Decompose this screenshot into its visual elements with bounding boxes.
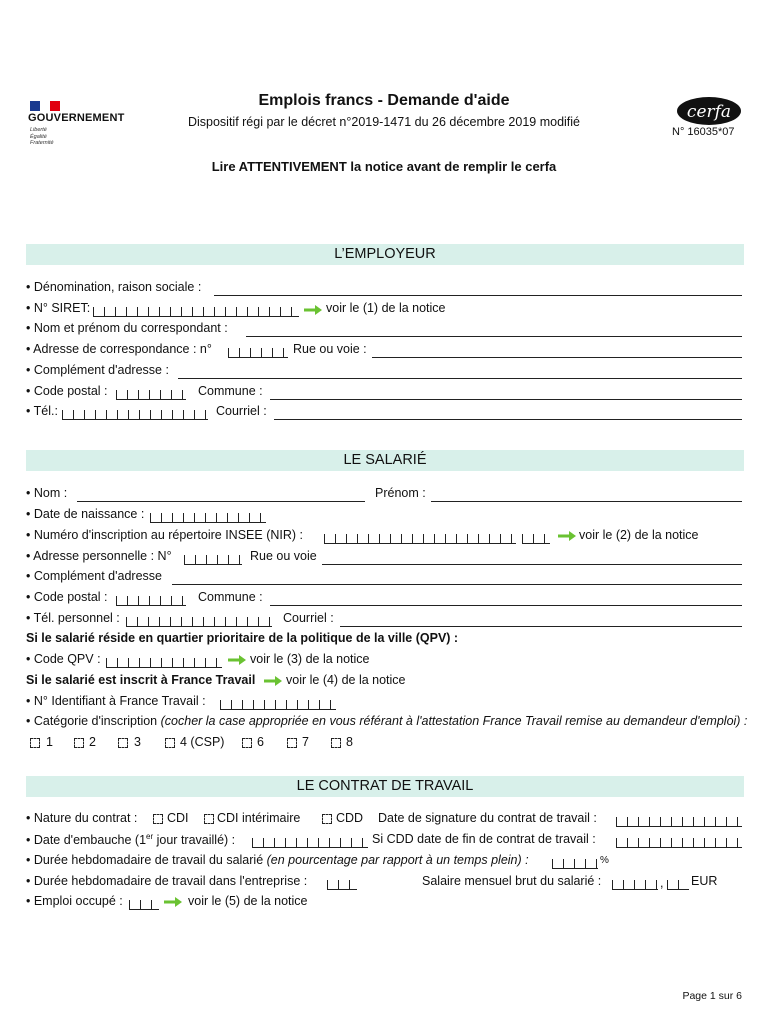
nir-label: • Numéro d'inscription au répertoire INSEE (NIR) : <box>26 528 303 542</box>
personal-complement-field[interactable] <box>172 584 742 585</box>
category-8-label: 8 <box>346 735 353 749</box>
email-label: Courriel : <box>216 404 267 418</box>
postal-label: • Code postal : <box>26 384 108 398</box>
cdd-checkbox[interactable] <box>322 814 332 824</box>
personal-email-label: Courriel : <box>283 611 334 625</box>
job-ref: voir le (5) de la notice <box>188 894 308 908</box>
qpv-code-label: • Code QPV : <box>26 652 101 666</box>
page-subtitle: Dispositif régi par le décret n°2019-1471 du 26 décembre 2019 modifié <box>187 115 581 129</box>
weekly-employee-field[interactable] <box>552 859 598 869</box>
percent-sign: % <box>600 855 609 866</box>
street-field[interactable] <box>372 357 742 358</box>
arrow-right-icon <box>164 897 182 907</box>
ft-ref: voir le (4) de la notice <box>286 673 406 687</box>
arrow-right-icon <box>228 655 246 665</box>
cdd-label: CDD <box>336 811 364 825</box>
category-2-checkbox[interactable] <box>74 738 84 748</box>
firstname-field[interactable] <box>431 501 742 502</box>
city-field[interactable] <box>270 399 742 400</box>
street-label: Rue ou voie : <box>293 342 367 356</box>
category-8-checkbox[interactable] <box>331 738 341 748</box>
arrow-right-icon <box>304 305 322 315</box>
svg-text:cerfa: cerfa <box>686 102 732 122</box>
personal-address-label: • Adresse personnelle : N° <box>26 549 172 563</box>
cerfa-number: N° 16035*07 <box>672 126 735 138</box>
denomination-field[interactable] <box>214 295 742 296</box>
qpv-title: Si le salarié réside en quartier prioritaire de la politique de la ville (QPV) : <box>26 631 459 645</box>
weekly-company-field[interactable] <box>327 880 357 890</box>
hire-date-label: • Date d'embauche (1er jour travaillé) : <box>26 832 236 848</box>
phone-field[interactable] <box>62 410 208 420</box>
birthdate-field[interactable] <box>150 513 266 523</box>
salary-cents-field[interactable] <box>667 880 689 890</box>
nir-key-field[interactable] <box>522 534 550 544</box>
qpv-code-field[interactable] <box>106 658 222 668</box>
category-4-checkbox[interactable] <box>165 738 175 748</box>
denomination-label: • Dénomination, raison sociale : <box>26 280 202 294</box>
nir-field[interactable] <box>324 534 516 544</box>
cdi-label: CDI <box>167 811 189 825</box>
qpv-ref: voir le (3) de la notice <box>250 652 370 666</box>
page-title: Emplois francs - Demande d'aide <box>258 92 510 109</box>
cdi-interim-label: CDI intérimaire <box>217 811 301 825</box>
firstname-label: Prénom : <box>375 486 426 500</box>
complement-label: • Complément d'adresse : <box>26 363 169 377</box>
siret-label: • N° SIRET: <box>26 301 91 315</box>
category-7-checkbox[interactable] <box>287 738 297 748</box>
personal-city-field[interactable] <box>270 605 742 606</box>
personal-street-field[interactable] <box>322 564 742 565</box>
page-indicator: Page 1 sur 6 <box>682 990 742 1002</box>
sign-date-label: Date de signature du contrat de travail : <box>378 811 597 825</box>
birthdate-label: • Date de naissance : <box>26 507 145 521</box>
weekly-employee-label: • Durée hebdomadaire de travail du salarié (en pourcentage par rapport à un temps plein) : <box>26 853 529 867</box>
personal-complement-label: • Complément d'adresse <box>26 569 162 583</box>
job-label: • Emploi occupé : <box>26 894 123 908</box>
currency-label: EUR <box>691 874 718 888</box>
postal-field[interactable] <box>116 390 186 400</box>
personal-address-number-field[interactable] <box>184 555 242 565</box>
hire-date-field[interactable] <box>252 838 368 848</box>
contract-nature-label: • Nature du contrat : <box>26 811 138 825</box>
personal-postal-field[interactable] <box>116 596 186 606</box>
category-6-checkbox[interactable] <box>242 738 252 748</box>
category-label: • Catégorie d'inscription (cocher la case appropriée en vous référant à l'attestation France Travail remise au demandeur d'emploi) : <box>26 714 748 728</box>
notice-warning: Lire ATTENTIVEMENT la notice avant de remplir le cerfa <box>211 159 557 174</box>
name-field[interactable] <box>77 501 365 502</box>
category-7-label: 7 <box>302 735 309 749</box>
address-label: • Adresse de correspondance : n° <box>26 342 212 356</box>
category-3-checkbox[interactable] <box>118 738 128 748</box>
personal-postal-label: • Code postal : <box>26 590 108 604</box>
category-2-label: 2 <box>89 735 96 749</box>
name-label: • Nom : <box>26 486 68 500</box>
salary-label: Salaire mensuel brut du salarié : <box>422 874 602 888</box>
city-label: Commune : <box>198 384 263 398</box>
cerfa-logo <box>676 96 742 126</box>
personal-phone-field[interactable] <box>126 617 272 627</box>
contact-name-label: • Nom et prénom du correspondant : <box>26 321 228 335</box>
salary-comma: , <box>660 876 664 890</box>
ft-id-field[interactable] <box>220 700 336 710</box>
government-label: GOUVERNEMENT <box>28 112 125 124</box>
category-1-label: 1 <box>46 735 53 749</box>
cdd-end-label: Si CDD date de fin de contrat de travail : <box>372 832 596 846</box>
personal-street-label: Rue ou voie <box>250 549 317 563</box>
section-employer-heading: L’EMPLOYEUR <box>26 244 744 265</box>
category-6-label: 6 <box>257 735 264 749</box>
category-1-checkbox[interactable] <box>30 738 40 748</box>
siret-ref: voir le (1) de la notice <box>326 301 446 315</box>
category-3-label: 3 <box>134 735 141 749</box>
contact-name-field[interactable] <box>246 336 742 337</box>
ft-title: Si le salarié est inscrit à France Travail <box>26 673 256 687</box>
personal-email-field[interactable] <box>340 626 742 627</box>
address-number-field[interactable] <box>228 348 288 358</box>
ft-id-label: • N° Identifiant à France Travail : <box>26 694 206 708</box>
personal-phone-label: • Tél. personnel : <box>26 611 120 625</box>
siret-field[interactable] <box>93 307 299 317</box>
cdd-end-field[interactable] <box>616 838 742 848</box>
salary-euros-field[interactable] <box>612 880 658 890</box>
section-employee-heading: LE SALARIÉ <box>26 450 744 471</box>
motto: Liberté Égalité Fraternité <box>30 127 54 146</box>
arrow-right-icon <box>264 676 282 686</box>
section-contract-heading: LE CONTRAT DE TRAVAIL <box>26 776 744 797</box>
phone-label: • Tél.: <box>26 404 58 418</box>
cdi-checkbox[interactable] <box>153 814 163 824</box>
personal-city-label: Commune : <box>198 590 263 604</box>
nir-ref: voir le (2) de la notice <box>579 528 699 542</box>
complement-field[interactable] <box>178 378 742 379</box>
category-4-label: 4 (CSP) <box>180 735 225 749</box>
arrow-right-icon <box>558 531 576 541</box>
weekly-company-label: • Durée hebdomadaire de travail dans l'entreprise : <box>26 874 308 888</box>
sign-date-field[interactable] <box>616 817 742 827</box>
job-field[interactable] <box>129 900 159 910</box>
email-field[interactable] <box>274 419 742 420</box>
cdi-interim-checkbox[interactable] <box>204 814 214 824</box>
